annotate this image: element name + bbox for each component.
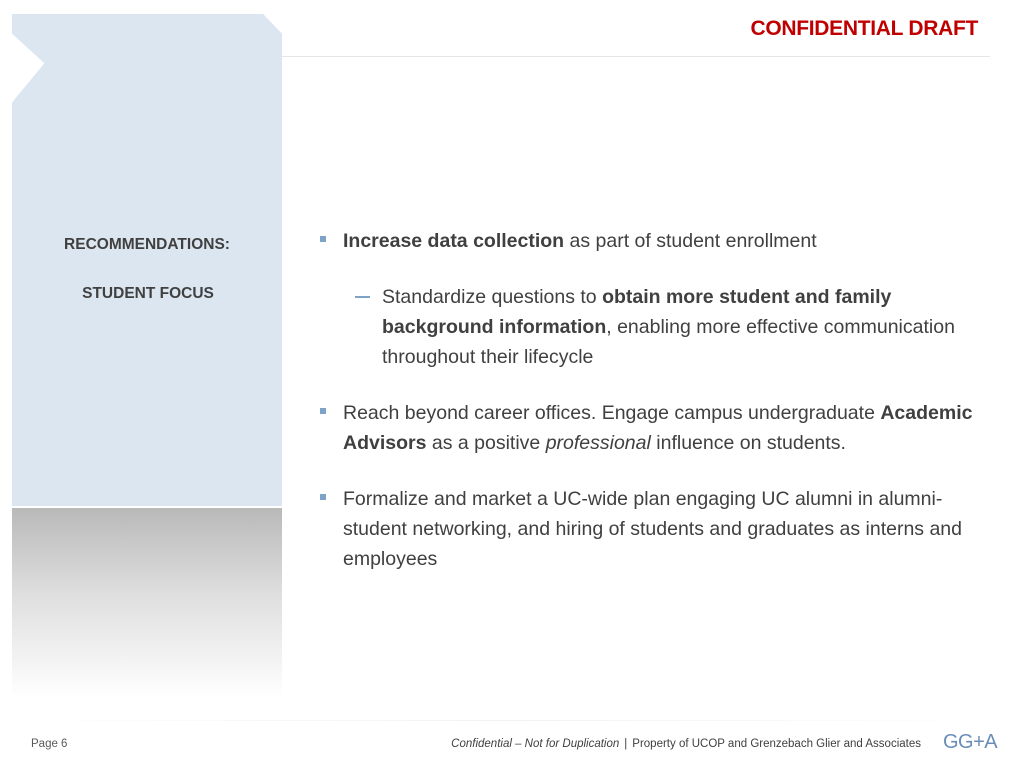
bullet-item — [316, 398, 996, 458]
bullet-italic-text: professional — [545, 432, 651, 454]
bullet-text: Formalize and market a UC-wide plan engaging UC alumni in alumni-student networking, and hiring of students and graduates as interns and employees — [343, 488, 962, 570]
square-bullet-icon — [320, 236, 326, 242]
header-divider — [282, 56, 990, 57]
sub-bullet-text: Standardize questions to — [382, 286, 603, 308]
bullet-item — [316, 484, 996, 574]
square-bullet-icon — [320, 408, 326, 414]
dash-bullet-icon — [355, 296, 370, 298]
company-logo: GG+A — [943, 731, 998, 753]
slide-content — [316, 226, 996, 574]
confidential-draft-label: CONFIDENTIAL DRAFT — [750, 17, 978, 40]
bullet-text: as part of student enrollment — [564, 230, 817, 252]
sidebar-panel — [12, 14, 282, 506]
page-number: Page 6 — [31, 738, 68, 750]
bullet-text-mid: as a positive — [426, 432, 546, 454]
footer-separator: | — [624, 738, 628, 750]
sidebar-gradient — [12, 508, 282, 698]
property-notice: Property of UCOP and Grenzebach Glier and Associates — [632, 738, 921, 750]
section-subheading: STUDENT FOCUS — [82, 285, 214, 302]
bullet-text: Reach beyond career offices. Engage campus undergraduate — [343, 402, 881, 424]
square-bullet-icon — [320, 494, 326, 500]
sub-bullet-text-end: , enabling more effective communication throughout their lifecycle — [382, 316, 955, 368]
footer-divider — [12, 720, 1002, 721]
sub-bullet-bold-text: obtain more student and family background information — [382, 286, 892, 338]
bullet-bold-text: Increase data collection — [343, 230, 565, 252]
section-heading: RECOMMENDATIONS: — [64, 236, 230, 253]
bullet-text-end: influence on students. — [650, 432, 846, 454]
sub-bullet-item — [316, 282, 996, 372]
bullet-item — [316, 226, 996, 256]
bullet-bold-text: Academic Advisors — [343, 402, 973, 454]
footer-notice — [451, 738, 921, 750]
confidential-notice: Confidential – Not for Duplication — [451, 738, 620, 750]
